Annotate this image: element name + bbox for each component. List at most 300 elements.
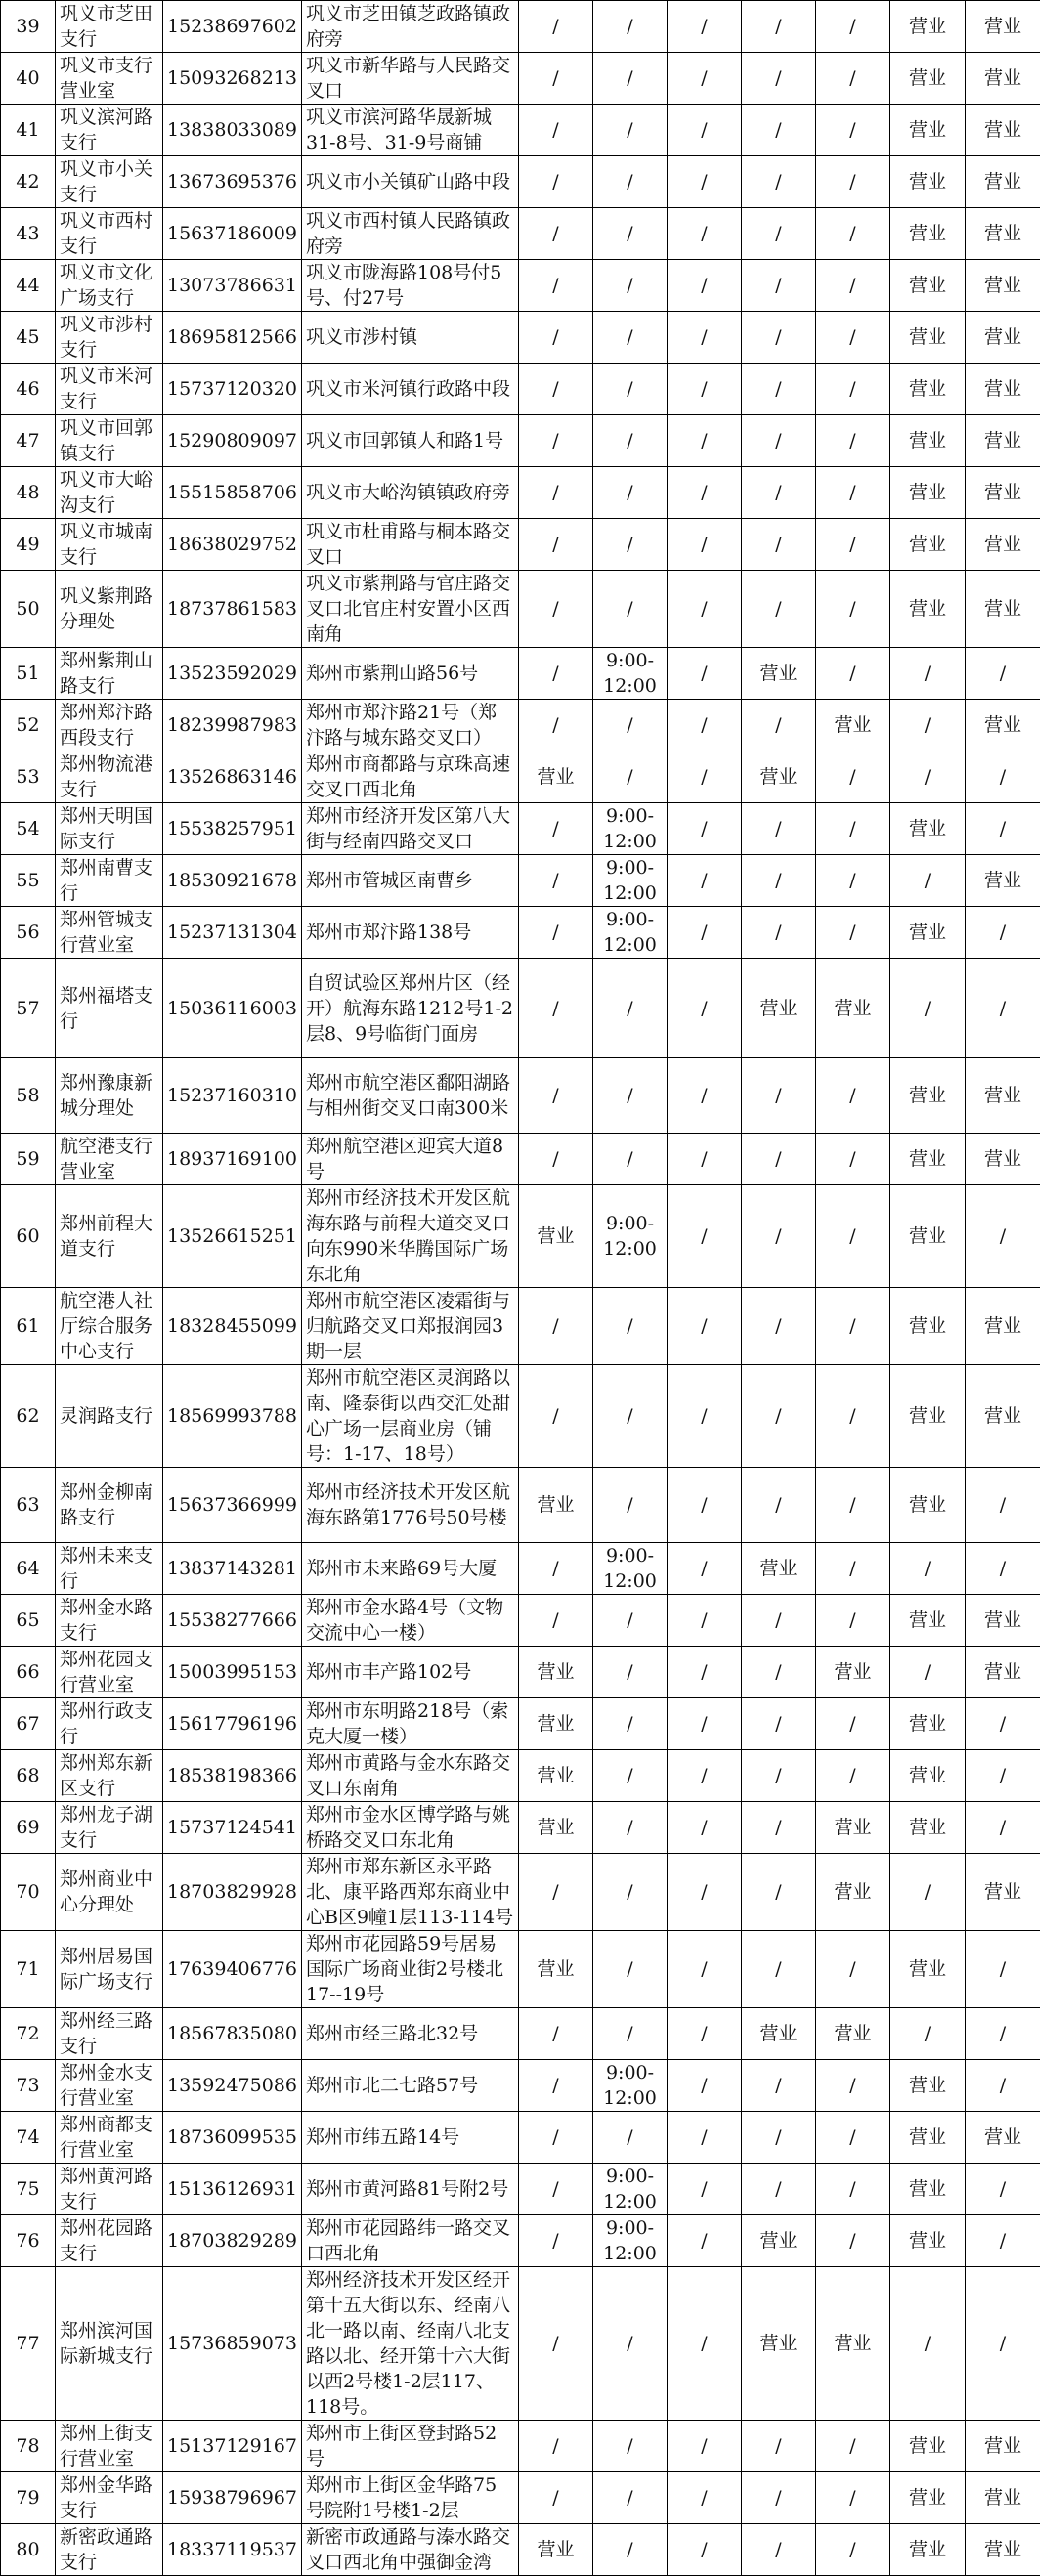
- status-cell: /: [593, 1750, 668, 1802]
- status-cell: /: [519, 571, 593, 648]
- branch-name-cell: 巩义紫荆路分理处: [56, 571, 163, 648]
- status-cell: 营业: [890, 260, 966, 312]
- status-cell: 营业: [966, 1288, 1040, 1365]
- status-cell: /: [668, 1, 742, 53]
- status-cell: 营业: [890, 105, 966, 156]
- status-cell: /: [742, 1, 816, 53]
- status-cell: 营业: [966, 415, 1040, 467]
- address-cell: 郑州市郑汴路138号: [302, 907, 519, 959]
- status-cell: /: [668, 1058, 742, 1134]
- branch-name-cell: 巩义市米河支行: [56, 364, 163, 415]
- status-cell: /: [668, 648, 742, 700]
- status-cell: 营业: [519, 1750, 593, 1802]
- phone-cell: 15737120320: [163, 364, 302, 415]
- status-cell: /: [593, 1931, 668, 2008]
- address-cell: 郑州市纬五路14号: [302, 2112, 519, 2164]
- table-row: [1, 1698, 1040, 1750]
- phone-cell: 15515858706: [163, 467, 302, 519]
- status-cell: 营业: [966, 855, 1040, 907]
- status-cell: /: [519, 1854, 593, 1931]
- status-cell: 营业: [742, 959, 816, 1058]
- status-cell: 营业: [816, 2267, 890, 2421]
- status-cell: 营业: [890, 2060, 966, 2112]
- branch-name-cell: 郑州花园支行营业室: [56, 1647, 163, 1698]
- status-cell: /: [519, 2421, 593, 2472]
- status-cell: /: [816, 2164, 890, 2215]
- address-cell: 郑州市管城区南曹乡: [302, 855, 519, 907]
- status-cell: /: [668, 2164, 742, 2215]
- status-cell: /: [593, 467, 668, 519]
- status-cell: 营业: [890, 1698, 966, 1750]
- status-cell: /: [668, 105, 742, 156]
- status-cell: /: [519, 907, 593, 959]
- status-cell: /: [966, 907, 1040, 959]
- status-cell: /: [966, 2215, 1040, 2267]
- status-cell: /: [816, 53, 890, 105]
- status-cell: /: [816, 2472, 890, 2524]
- row-number-cell: 51: [1, 648, 56, 700]
- status-cell: 9:00-12:00: [593, 803, 668, 855]
- row-number-cell: 64: [1, 1543, 56, 1595]
- status-cell: /: [816, 1543, 890, 1595]
- status-cell: 营业: [890, 1134, 966, 1185]
- row-number-cell: 68: [1, 1750, 56, 1802]
- branch-name-cell: 巩义市支行营业室: [56, 53, 163, 105]
- status-cell: /: [593, 1595, 668, 1647]
- status-cell: /: [742, 467, 816, 519]
- status-cell: /: [519, 648, 593, 700]
- status-cell: /: [890, 648, 966, 700]
- table-row: [1, 105, 1040, 156]
- address-cell: 巩义市小关镇矿山路中段: [302, 156, 519, 208]
- phone-cell: 18695812566: [163, 312, 302, 364]
- table-row: [1, 312, 1040, 364]
- row-number-cell: 56: [1, 907, 56, 959]
- phone-cell: 18703829289: [163, 2215, 302, 2267]
- status-cell: /: [742, 1854, 816, 1931]
- status-cell: 营业: [890, 2421, 966, 2472]
- branch-name-cell: 郑州福塔支行: [56, 959, 163, 1058]
- status-cell: /: [519, 700, 593, 751]
- phone-cell: 15003995153: [163, 1647, 302, 1698]
- status-cell: /: [668, 2524, 742, 2576]
- status-cell: 营业: [890, 53, 966, 105]
- status-cell: 营业: [966, 1595, 1040, 1647]
- row-number-cell: 60: [1, 1185, 56, 1288]
- status-cell: 营业: [742, 2008, 816, 2060]
- status-cell: 营业: [890, 1288, 966, 1365]
- status-cell: /: [668, 2060, 742, 2112]
- table-row: [1, 467, 1040, 519]
- status-cell: 营业: [890, 2472, 966, 2524]
- status-cell: /: [742, 1931, 816, 2008]
- branch-name-cell: 郑州滨河国际新城支行: [56, 2267, 163, 2421]
- status-cell: 营业: [966, 1365, 1040, 1468]
- status-cell: /: [966, 2008, 1040, 2060]
- row-number-cell: 50: [1, 571, 56, 648]
- status-cell: /: [966, 959, 1040, 1058]
- status-cell: /: [816, 2060, 890, 2112]
- status-cell: /: [816, 648, 890, 700]
- status-cell: 营业: [966, 571, 1040, 648]
- phone-cell: 17639406776: [163, 1931, 302, 2008]
- status-cell: 营业: [966, 105, 1040, 156]
- status-cell: 营业: [890, 312, 966, 364]
- address-cell: 巩义市芝田镇芝政路镇政府旁: [302, 1, 519, 53]
- status-cell: /: [742, 2112, 816, 2164]
- status-cell: /: [593, 1854, 668, 1931]
- status-cell: /: [890, 2008, 966, 2060]
- status-cell: /: [966, 2267, 1040, 2421]
- status-cell: /: [668, 208, 742, 260]
- table-row: [1, 1468, 1040, 1543]
- status-cell: 营业: [519, 1931, 593, 2008]
- status-cell: /: [668, 2472, 742, 2524]
- branch-name-cell: 巩义市小关支行: [56, 156, 163, 208]
- status-cell: /: [519, 2164, 593, 2215]
- branch-name-cell: 郑州金水路支行: [56, 1595, 163, 1647]
- branch-name-cell: 郑州物流港支行: [56, 751, 163, 803]
- status-cell: /: [816, 2421, 890, 2472]
- status-cell: 营业: [966, 2112, 1040, 2164]
- row-number-cell: 66: [1, 1647, 56, 1698]
- row-number-cell: 43: [1, 208, 56, 260]
- address-cell: 郑州市丰产路102号: [302, 1647, 519, 1698]
- branch-name-cell: 巩义市西村支行: [56, 208, 163, 260]
- status-cell: 9:00-12:00: [593, 907, 668, 959]
- row-number-cell: 62: [1, 1365, 56, 1468]
- status-cell: /: [742, 1595, 816, 1647]
- status-cell: /: [668, 467, 742, 519]
- status-cell: 营业: [966, 208, 1040, 260]
- branch-name-cell: 郑州天明国际支行: [56, 803, 163, 855]
- status-cell: 营业: [890, 1468, 966, 1543]
- status-cell: /: [816, 571, 890, 648]
- address-cell: 郑州市航空港区凌霜街与归航路交叉口郑报润园3期一层: [302, 1288, 519, 1365]
- status-cell: 营业: [966, 1, 1040, 53]
- status-cell: /: [519, 364, 593, 415]
- status-cell: /: [742, 2164, 816, 2215]
- status-cell: /: [890, 700, 966, 751]
- table-row: [1, 751, 1040, 803]
- status-cell: /: [816, 907, 890, 959]
- phone-cell: 15237131304: [163, 907, 302, 959]
- status-cell: /: [593, 105, 668, 156]
- status-cell: /: [966, 751, 1040, 803]
- branch-name-cell: 巩义市文化广场支行: [56, 260, 163, 312]
- row-number-cell: 53: [1, 751, 56, 803]
- phone-cell: 15637366999: [163, 1468, 302, 1543]
- status-cell: /: [816, 156, 890, 208]
- table-row: [1, 1802, 1040, 1854]
- row-number-cell: 49: [1, 519, 56, 571]
- status-cell: /: [742, 1058, 816, 1134]
- branch-name-cell: 巩义市大峪沟支行: [56, 467, 163, 519]
- row-number-cell: 72: [1, 2008, 56, 2060]
- branch-name-cell: 郑州豫康新城分理处: [56, 1058, 163, 1134]
- status-cell: 营业: [742, 2215, 816, 2267]
- status-cell: /: [668, 571, 742, 648]
- status-cell: /: [519, 1288, 593, 1365]
- status-cell: /: [593, 2112, 668, 2164]
- status-cell: /: [742, 105, 816, 156]
- status-cell: /: [816, 467, 890, 519]
- status-cell: 营业: [890, 1058, 966, 1134]
- status-cell: /: [890, 2267, 966, 2421]
- status-cell: /: [816, 2215, 890, 2267]
- status-cell: /: [519, 1543, 593, 1595]
- table-row: [1, 260, 1040, 312]
- branch-name-cell: 郑州金华路支行: [56, 2472, 163, 2524]
- status-cell: /: [742, 519, 816, 571]
- address-cell: 郑州市上街区金华路75号院附1号楼1-2层: [302, 2472, 519, 2524]
- row-number-cell: 41: [1, 105, 56, 156]
- status-cell: 营业: [890, 156, 966, 208]
- status-cell: /: [668, 53, 742, 105]
- address-cell: 巩义市大峪沟镇镇政府旁: [302, 467, 519, 519]
- status-cell: /: [890, 855, 966, 907]
- row-number-cell: 67: [1, 1698, 56, 1750]
- status-cell: /: [742, 1468, 816, 1543]
- address-cell: 巩义市滨河路华晟新城31-8号、31-9号商铺: [302, 105, 519, 156]
- status-cell: /: [519, 1, 593, 53]
- phone-cell: 15737124541: [163, 1802, 302, 1854]
- phone-cell: 18703829928: [163, 1854, 302, 1931]
- status-cell: /: [593, 1134, 668, 1185]
- table-row: [1, 1595, 1040, 1647]
- status-cell: /: [519, 1058, 593, 1134]
- status-cell: /: [966, 1698, 1040, 1750]
- status-cell: /: [668, 1647, 742, 1698]
- status-cell: /: [890, 1647, 966, 1698]
- status-cell: /: [668, 2112, 742, 2164]
- row-number-cell: 65: [1, 1595, 56, 1647]
- status-cell: /: [742, 1134, 816, 1185]
- branch-name-cell: 巩义市芝田支行: [56, 1, 163, 53]
- status-cell: /: [519, 260, 593, 312]
- status-cell: /: [742, 803, 816, 855]
- status-cell: /: [816, 2112, 890, 2164]
- status-cell: /: [593, 1698, 668, 1750]
- table-row: [1, 1750, 1040, 1802]
- status-cell: 营业: [890, 1931, 966, 2008]
- status-cell: /: [519, 2472, 593, 2524]
- address-cell: 郑州市花园路59号居易国际广场商业街2号楼北17--19号: [302, 1931, 519, 2008]
- phone-cell: 13592475086: [163, 2060, 302, 2112]
- status-cell: /: [519, 855, 593, 907]
- table-row: [1, 700, 1040, 751]
- address-cell: 巩义市米河镇行政路中段: [302, 364, 519, 415]
- status-cell: /: [742, 208, 816, 260]
- status-cell: /: [668, 312, 742, 364]
- status-cell: /: [593, 959, 668, 1058]
- status-cell: /: [593, 1, 668, 53]
- address-cell: 郑州市金水区博学路与姚桥路交叉口东北角: [302, 1802, 519, 1854]
- status-cell: /: [742, 2472, 816, 2524]
- row-number-cell: 70: [1, 1854, 56, 1931]
- phone-cell: 13523592029: [163, 648, 302, 700]
- status-cell: /: [593, 53, 668, 105]
- status-cell: /: [742, 156, 816, 208]
- status-cell: /: [668, 2008, 742, 2060]
- address-cell: 郑州市经济技术开发区航海东路第1776号50号楼: [302, 1468, 519, 1543]
- phone-cell: 18737861583: [163, 571, 302, 648]
- status-cell: 营业: [890, 1, 966, 53]
- row-number-cell: 75: [1, 2164, 56, 2215]
- address-cell: 郑州市北二七路57号: [302, 2060, 519, 2112]
- status-cell: /: [742, 2421, 816, 2472]
- branch-name-cell: 郑州郑东新区支行: [56, 1750, 163, 1802]
- status-cell: 营业: [890, 364, 966, 415]
- status-cell: /: [668, 1288, 742, 1365]
- row-number-cell: 59: [1, 1134, 56, 1185]
- status-cell: /: [742, 571, 816, 648]
- status-cell: /: [742, 1802, 816, 1854]
- row-number-cell: 76: [1, 2215, 56, 2267]
- status-cell: 营业: [742, 2267, 816, 2421]
- table-body: [1, 1, 1040, 2576]
- phone-cell: 18239987983: [163, 700, 302, 751]
- phone-cell: 13526615251: [163, 1185, 302, 1288]
- table-row: [1, 855, 1040, 907]
- branch-name-cell: 郑州龙子湖支行: [56, 1802, 163, 1854]
- row-number-cell: 40: [1, 53, 56, 105]
- status-cell: /: [966, 648, 1040, 700]
- status-cell: 9:00-12:00: [593, 648, 668, 700]
- status-cell: /: [519, 1134, 593, 1185]
- phone-cell: 13526863146: [163, 751, 302, 803]
- address-cell: 郑州市黄路与金水东路交叉口东南角: [302, 1750, 519, 1802]
- status-cell: 营业: [890, 571, 966, 648]
- status-cell: /: [816, 1595, 890, 1647]
- row-number-cell: 80: [1, 2524, 56, 2576]
- table-row: [1, 907, 1040, 959]
- status-cell: /: [890, 1854, 966, 1931]
- branch-name-cell: 郑州商业中心分理处: [56, 1854, 163, 1931]
- status-cell: /: [966, 2060, 1040, 2112]
- status-cell: /: [593, 1058, 668, 1134]
- phone-cell: 15290809097: [163, 415, 302, 467]
- status-cell: /: [668, 1543, 742, 1595]
- status-cell: /: [742, 1698, 816, 1750]
- phone-cell: 18567835080: [163, 2008, 302, 2060]
- status-cell: /: [593, 1802, 668, 1854]
- status-cell: 营业: [890, 2524, 966, 2576]
- branch-name-cell: 郑州金水支行营业室: [56, 2060, 163, 2112]
- status-cell: 营业: [519, 1698, 593, 1750]
- status-cell: /: [593, 208, 668, 260]
- status-cell: /: [742, 855, 816, 907]
- status-cell: /: [816, 105, 890, 156]
- status-cell: /: [890, 751, 966, 803]
- status-cell: /: [668, 2267, 742, 2421]
- status-cell: 营业: [519, 1647, 593, 1698]
- status-cell: 营业: [966, 53, 1040, 105]
- status-cell: /: [966, 803, 1040, 855]
- phone-cell: 15938796967: [163, 2472, 302, 2524]
- status-cell: 营业: [519, 1185, 593, 1288]
- phone-cell: 15137129167: [163, 2421, 302, 2472]
- status-cell: /: [519, 415, 593, 467]
- status-cell: 营业: [742, 751, 816, 803]
- table-row: [1, 648, 1040, 700]
- row-number-cell: 39: [1, 1, 56, 53]
- status-cell: /: [519, 1595, 593, 1647]
- address-cell: 郑州航空港区迎宾大道8号: [302, 1134, 519, 1185]
- status-cell: /: [519, 2267, 593, 2421]
- status-cell: /: [593, 571, 668, 648]
- status-cell: 9:00-12:00: [593, 2164, 668, 2215]
- phone-cell: 15637186009: [163, 208, 302, 260]
- status-cell: /: [668, 1750, 742, 1802]
- branch-name-cell: 灵润路支行: [56, 1365, 163, 1468]
- status-cell: /: [519, 208, 593, 260]
- status-cell: /: [742, 364, 816, 415]
- status-cell: /: [966, 1931, 1040, 2008]
- branch-name-cell: 郑州行政支行: [56, 1698, 163, 1750]
- row-number-cell: 77: [1, 2267, 56, 2421]
- status-cell: /: [966, 2164, 1040, 2215]
- phone-cell: 18937169100: [163, 1134, 302, 1185]
- status-cell: /: [519, 312, 593, 364]
- status-cell: 营业: [816, 959, 890, 1058]
- status-cell: /: [593, 1288, 668, 1365]
- branch-name-cell: 郑州花园路支行: [56, 2215, 163, 2267]
- status-cell: 营业: [890, 1365, 966, 1468]
- phone-cell: 18538198366: [163, 1750, 302, 1802]
- status-cell: 营业: [890, 1595, 966, 1647]
- table-row: [1, 2472, 1040, 2524]
- status-cell: /: [668, 519, 742, 571]
- status-cell: /: [668, 260, 742, 312]
- status-cell: 营业: [890, 415, 966, 467]
- phone-cell: 15736859073: [163, 2267, 302, 2421]
- address-cell: 郑州市黄河路81号附2号: [302, 2164, 519, 2215]
- status-cell: /: [742, 1288, 816, 1365]
- status-cell: /: [816, 415, 890, 467]
- status-cell: 营业: [519, 1468, 593, 1543]
- table-row: [1, 2421, 1040, 2472]
- table-row: [1, 2215, 1040, 2267]
- status-cell: /: [668, 1854, 742, 1931]
- phone-cell: 13837143281: [163, 1543, 302, 1595]
- status-cell: /: [593, 2524, 668, 2576]
- status-cell: /: [816, 1, 890, 53]
- table-row: [1, 959, 1040, 1058]
- status-cell: /: [966, 1750, 1040, 1802]
- branch-name-cell: 郑州商都支行营业室: [56, 2112, 163, 2164]
- row-number-cell: 44: [1, 260, 56, 312]
- row-number-cell: 79: [1, 2472, 56, 2524]
- status-cell: /: [593, 156, 668, 208]
- status-cell: /: [966, 1468, 1040, 1543]
- branch-name-cell: 新密政通路支行: [56, 2524, 163, 2576]
- table-row: [1, 1854, 1040, 1931]
- address-cell: 自贸试验区郑州片区（经开）航海东路1212号1-2层8、9号临街门面房: [302, 959, 519, 1058]
- address-cell: 郑州市金水路4号（文物交流中心一楼）: [302, 1595, 519, 1647]
- phone-cell: 13073786631: [163, 260, 302, 312]
- status-cell: 营业: [890, 1185, 966, 1288]
- status-cell: /: [816, 1931, 890, 2008]
- status-cell: 营业: [966, 260, 1040, 312]
- status-cell: /: [742, 415, 816, 467]
- address-cell: 巩义市新华路与人民路交叉口: [302, 53, 519, 105]
- row-number-cell: 58: [1, 1058, 56, 1134]
- phone-cell: 15036116003: [163, 959, 302, 1058]
- status-cell: /: [593, 2472, 668, 2524]
- row-number-cell: 73: [1, 2060, 56, 2112]
- status-cell: 营业: [519, 2524, 593, 2576]
